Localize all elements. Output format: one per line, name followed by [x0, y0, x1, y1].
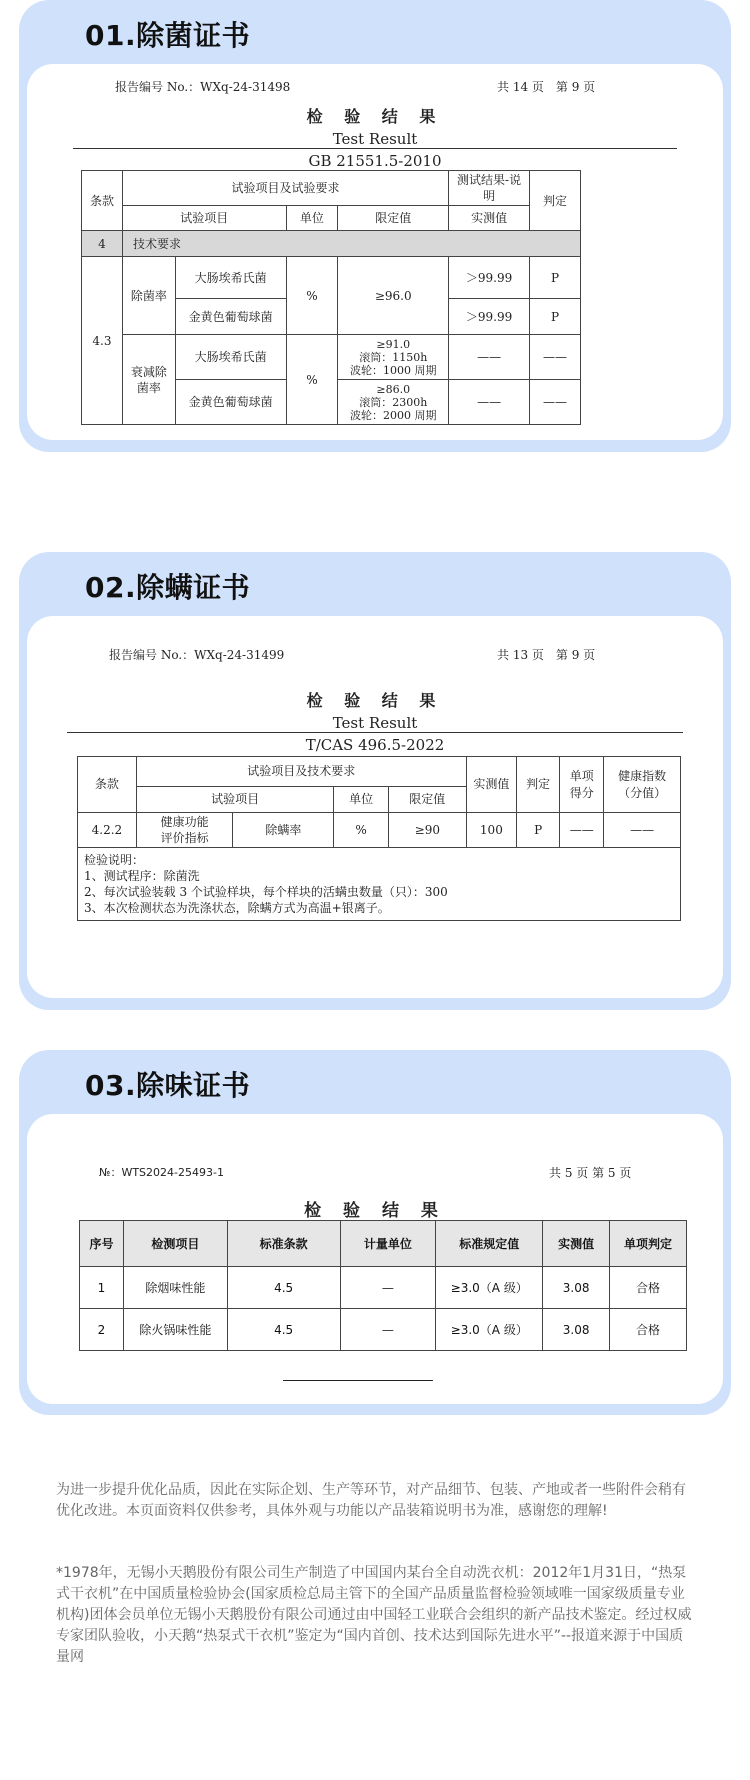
page-info: 共 5 页 第 5 页 — [549, 1166, 632, 1180]
report-number: №：WTS2024-25493-1 — [99, 1166, 224, 1179]
bacteria-name: 大肠埃希氏菌 — [175, 335, 286, 380]
header-spec: 标准规定值 — [436, 1221, 543, 1267]
section-title: 01.除菌证书 — [85, 19, 251, 52]
judgment-value: 合格 — [610, 1267, 687, 1309]
disclaimer-history: *1978年，无锡小天鹅股份有限公司生产制造了中国国内某台全自动洗衣机：2012年1月31日，“热泵式干衣机”在中国质量检验协会(国家质检总局主管下的全国产品质量监督检验领域唯一国家级质量专业机构)团体会员单位无锡小天鹅股份有限公司通过由中国轻工业联合会组织的新产品技术鉴定。经过权威专家团队验收，小天鹅“热泵式干衣机”鉴定为“国内首创、技术达到国际先进水平”--报道来源于中国质量网 — [56, 1565, 692, 1665]
header-test-result-desc: 测试结果-说明 — [449, 171, 530, 206]
result-heading — [27, 1196, 723, 1221]
row-number: 1 — [80, 1267, 124, 1309]
score-value: —— — [560, 813, 604, 848]
cert-card-mite-removal — [19, 552, 731, 1010]
header-judgment: 判定 — [530, 171, 581, 231]
spec-value: ≥3.0（A 级） — [436, 1309, 543, 1351]
page-info: 共 14 页 第 9 页 — [497, 80, 596, 94]
measured-value: 3.08 — [543, 1267, 610, 1309]
group-name: 除菌率 — [122, 257, 175, 335]
header-clause: 条款 — [82, 171, 123, 231]
spec-value: ≥3.0（A 级） — [436, 1267, 543, 1309]
limit-line: ≥86.0 — [376, 382, 411, 396]
standard-number: T/CAS 496.5-2022 — [305, 736, 445, 754]
standard-number: GB 21551.5-2010 — [308, 152, 442, 170]
result-title-zh: 检 验 结 果 — [306, 691, 444, 710]
header-item: 试验项目 — [122, 206, 286, 231]
certificate-document — [27, 1114, 723, 1404]
certificate-document — [27, 64, 723, 440]
header-no: 序号 — [80, 1221, 124, 1267]
header-limit: 限定值 — [338, 206, 449, 231]
clause-number: 4.2.2 — [78, 813, 137, 848]
measured-value: ＞99.99 — [449, 257, 530, 299]
section-number: 4 — [82, 231, 123, 257]
measured-value: 100 — [466, 813, 516, 848]
header-line: （分值） — [618, 785, 667, 800]
judgment-value: —— — [530, 335, 581, 380]
header-unit: 单位 — [334, 787, 389, 813]
header-health-index — [604, 757, 681, 813]
item-name: 除火锅味性能 — [123, 1309, 227, 1351]
certificate-document — [27, 616, 723, 998]
note-line: 检验说明： — [84, 853, 145, 868]
measured-value: —— — [449, 380, 530, 425]
header-clause: 条款 — [78, 757, 137, 813]
note-line: 1、测试程序：除菌洗 — [84, 869, 200, 884]
section-title: 02.除螨证书 — [85, 571, 251, 604]
section-title: 03.除味证书 — [85, 1069, 251, 1102]
cert-card-odor-removal — [19, 1050, 731, 1415]
header-line: 得分 — [569, 785, 594, 800]
divider — [73, 148, 677, 149]
limit-value: ≥96.0 — [338, 257, 449, 335]
health-index-value: —— — [604, 813, 681, 848]
unit-value: % — [334, 813, 389, 848]
header-item: 检测项目 — [123, 1221, 227, 1267]
header-measured: 实测值 — [449, 206, 530, 231]
group-name — [122, 335, 175, 425]
header-items-req: 试验项目及技术要求 — [136, 757, 466, 787]
limit-value: ≥90 — [388, 813, 466, 848]
header-unit: 计量单位 — [340, 1221, 436, 1267]
limit-line: ≥91.0 — [376, 337, 411, 351]
clause-value: 4.5 — [227, 1309, 340, 1351]
result-title-zh: 检 验 结 果 — [306, 107, 444, 126]
unit-value: % — [286, 257, 338, 335]
result-table — [79, 1220, 687, 1351]
limit-line: 波轮：2000 周期 — [350, 408, 437, 422]
signature-line — [283, 1380, 433, 1381]
header-measured: 实测值 — [543, 1221, 610, 1267]
result-table — [81, 170, 581, 425]
judgment-value: P — [530, 299, 581, 335]
judgment-value: P — [530, 257, 581, 299]
header-judgment: 单项判定 — [610, 1221, 687, 1267]
bacteria-name: 金黄色葡萄球菌 — [175, 380, 286, 425]
measured-value: —— — [449, 335, 530, 380]
clause-value: 4.5 — [227, 1267, 340, 1309]
header-line: 单项 — [569, 769, 594, 784]
result-table — [77, 756, 681, 921]
result-heading — [27, 104, 723, 148]
group-name-line: 衰减除 — [130, 364, 167, 379]
judgment-value: 合格 — [610, 1309, 687, 1351]
cert-card-sterilization — [19, 0, 731, 452]
page-info: 共 13 页 第 9 页 — [497, 648, 596, 662]
clause-number: 4.3 — [82, 257, 123, 425]
header-clause: 标准条款 — [227, 1221, 340, 1267]
judgment-value: —— — [530, 380, 581, 425]
report-number: 报告编号 No.：WXq-24-31498 — [115, 80, 291, 94]
limit-value — [338, 335, 449, 380]
category — [136, 813, 233, 848]
unit-value: — — [340, 1309, 436, 1351]
unit-value: % — [286, 335, 338, 425]
divider — [67, 732, 683, 733]
result-title-en: Test Result — [332, 130, 418, 148]
test-notes — [78, 848, 681, 921]
header-measured: 实测值 — [466, 757, 516, 813]
header-single-score — [560, 757, 604, 813]
row-number: 2 — [80, 1309, 124, 1351]
disclaimer-paragraph: 为进一步提升优化品质，因此在实际企划、生产等环节，对产品细节、包装、产地或者一些附件会稍有优化改进。本页面资料仅供参考，具体外观与功能以产品装箱说明书为准，感谢您的理解! — [56, 1482, 686, 1519]
group-name-line: 菌率 — [136, 380, 161, 395]
header-line: 健康指数 — [618, 769, 667, 784]
bacteria-name: 大肠埃希氏菌 — [175, 257, 286, 299]
limit-value — [338, 380, 449, 425]
note-line: 2、每次试验装载 3 个试验样块，每个样块的活螨虫数量（只）：300 — [84, 885, 448, 900]
category-line: 评价指标 — [160, 831, 209, 846]
category-line: 健康功能 — [160, 815, 209, 829]
report-number: 报告编号 No.：WXq-24-31499 — [109, 648, 285, 662]
header-items-req: 试验项目及试验要求 — [122, 171, 448, 206]
item-name: 除烟味性能 — [123, 1267, 227, 1309]
measured-value: ＞99.99 — [449, 299, 530, 335]
item-name: 除螨率 — [233, 813, 334, 848]
section-label: 技术要求 — [122, 231, 580, 257]
measured-value: 3.08 — [543, 1309, 610, 1351]
result-heading — [27, 688, 723, 732]
result-title-en: Test Result — [332, 714, 418, 732]
unit-value: — — [340, 1267, 436, 1309]
judgment-value: P — [517, 813, 560, 848]
header-judgment: 判定 — [517, 757, 560, 813]
header-limit: 限定值 — [388, 787, 466, 813]
note-line: 3、本次检测状态为洗涤状态，除螨方式为高温+银离子。 — [84, 901, 390, 916]
bacteria-name: 金黄色葡萄球菌 — [175, 299, 286, 335]
header-item: 试验项目 — [136, 787, 333, 813]
limit-line: 波轮：1000 周期 — [350, 363, 437, 377]
limit-line: 滚筒：1150h — [359, 350, 428, 364]
limit-line: 滚筒：2300h — [359, 395, 428, 409]
header-unit: 单位 — [286, 206, 338, 231]
result-title-zh: 检 验 结 果 — [304, 1201, 446, 1221]
